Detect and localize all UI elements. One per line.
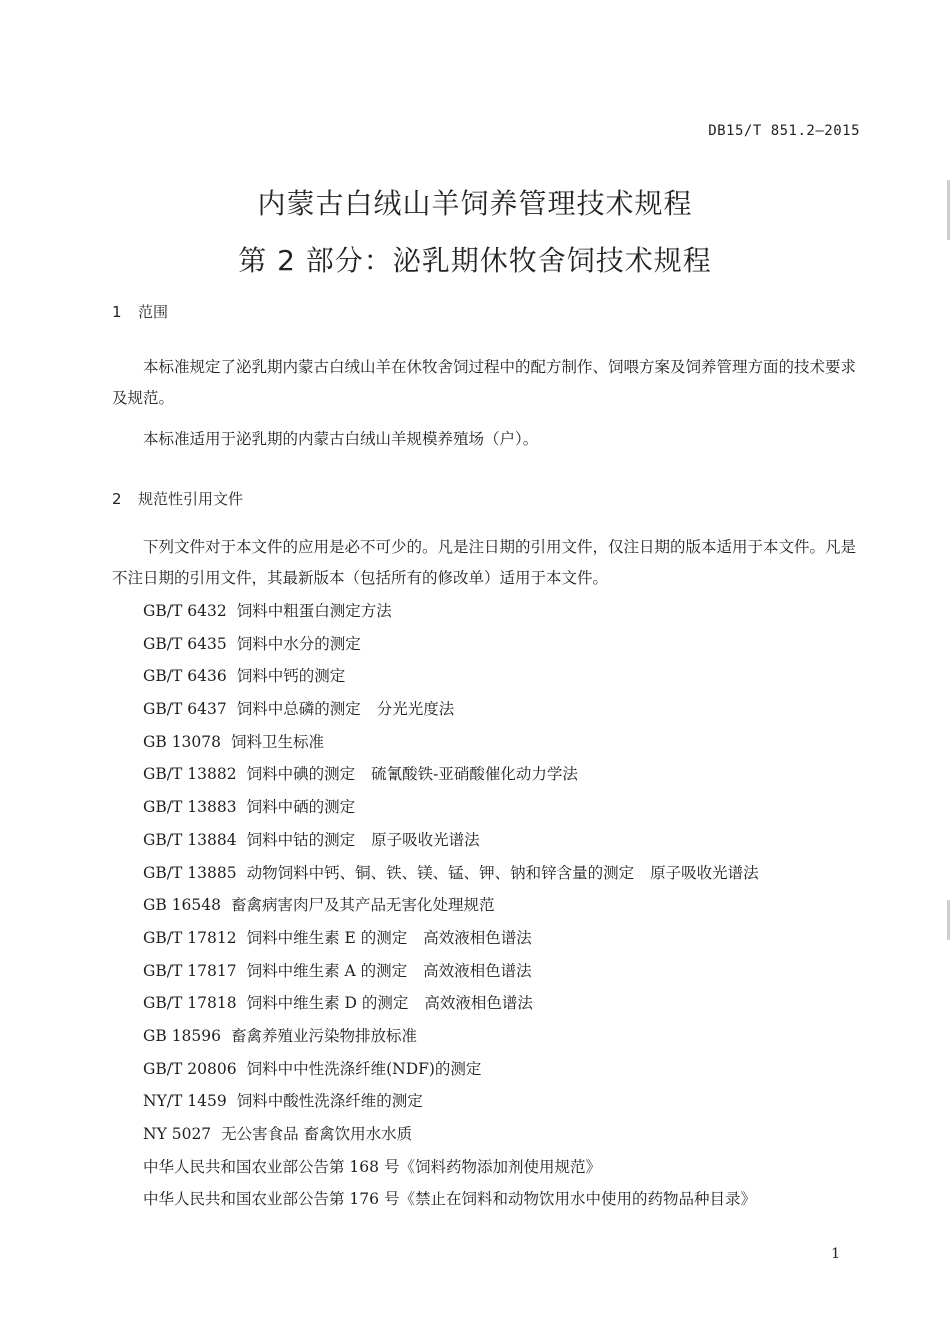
reference-code: GB/T 13885 <box>143 863 237 882</box>
scope-paragraph-2: 本标准适用于泌乳期的内蒙古白绒山羊规模养殖场（户）。 <box>143 430 539 448</box>
reference-code: GB/T 6432 <box>143 602 227 620</box>
reference-code: GB/T 13882 <box>143 765 237 784</box>
standard-code: DB15/T 851.2—2015 <box>708 123 860 139</box>
section-title: 规范性引用文件 <box>138 490 244 508</box>
reference-item <box>143 791 863 824</box>
reference-method: 高效液相色谱法 <box>424 994 533 1013</box>
reference-method: 硫氰酸铁-亚硝酸催化动力学法 <box>371 765 578 784</box>
reference-method: 分光光度法 <box>376 700 455 719</box>
reference-title: 饲料中硒的测定 <box>246 798 356 817</box>
reference-item <box>143 726 863 759</box>
reference-title: 动物饲料中钙、铜、铁、镁、锰、钾、钠和锌含量的测定 <box>246 863 635 882</box>
page-number: 1 <box>831 1246 840 1262</box>
reference-title: 饲料卫生标准 <box>231 732 325 751</box>
reference-title: 饲料中维生素 D 的测定 <box>246 994 409 1013</box>
reference-method: 原子吸收光谱法 <box>371 830 480 849</box>
reference-item <box>143 1053 863 1086</box>
reference-code: GB 18596 <box>143 1026 222 1045</box>
reference-item <box>143 1085 863 1118</box>
reference-title: 《禁止在饲料和动物饮用水中使用的药物品种目录》 <box>399 1190 756 1209</box>
reference-code: GB/T 13884 <box>143 830 237 849</box>
reference-title: 饲料中钴的测定 <box>246 830 356 849</box>
reference-code: GB/T 17817 <box>143 961 237 980</box>
reference-title: 饲料中维生素 A 的测定 <box>246 961 408 980</box>
reference-item <box>143 758 863 791</box>
reference-list <box>143 595 863 1216</box>
reference-code: NY 5027 <box>143 1125 212 1143</box>
reference-title: 饲料中总磷的测定 <box>236 700 361 719</box>
reference-item <box>143 660 863 693</box>
references-intro: 下列文件对于本文件的应用是必不可少的。凡是注日期的引用文件，仅注日期的版本适用于本文件。凡是不注日期的引用文件，其最新版本（包括所有的修改单）适用于本文件。 <box>112 538 857 587</box>
scope-paragraph-1: 本标准规定了泌乳期内蒙古白绒山羊在休牧舍饲过程中的配方制作、饲喂方案及饲养管理方面的技术要求及规范。 <box>112 358 857 407</box>
reference-item <box>143 824 863 857</box>
reference-title: 畜禽养殖业污染物排放标准 <box>231 1026 418 1045</box>
section-number: 2 <box>112 490 122 508</box>
reference-code: GB 16548 <box>143 896 222 915</box>
reference-code: NY/T 1459 <box>143 1092 227 1111</box>
reference-title: 饲料中粗蛋白测定方法 <box>236 602 392 620</box>
reference-item <box>143 693 863 726</box>
reference-item <box>143 1183 863 1216</box>
reference-title: 畜禽病害肉尸及其产品无害化处理规范 <box>231 896 495 915</box>
reference-title: 饲料中维生素 E 的测定 <box>246 928 408 947</box>
reference-code: GB/T 6435 <box>143 634 227 653</box>
reference-title: 饲料中中性洗涤纤维(NDF)的测定 <box>246 1059 482 1078</box>
reference-code: GB/T 17812 <box>143 928 237 947</box>
reference-code: GB/T 17818 <box>143 994 237 1013</box>
reference-item <box>143 922 863 955</box>
reference-code: GB/T 20806 <box>143 1059 237 1078</box>
document-title: 内蒙古白绒山羊饲养管理技术规程 <box>257 187 693 220</box>
reference-item <box>143 595 863 628</box>
reference-code: GB 13078 <box>143 732 222 751</box>
reference-item <box>143 1151 863 1184</box>
reference-item <box>143 987 863 1020</box>
reference-code: 中华人民共和国农业部公告第 176 号 <box>143 1190 400 1209</box>
reference-method: 高效液相色谱法 <box>423 928 532 947</box>
reference-item <box>143 628 863 661</box>
section-heading-references <box>112 488 243 509</box>
reference-title: 无公害食品 畜禽饮用水水质 <box>221 1125 413 1143</box>
reference-title: 饲料中碘的测定 <box>246 765 356 784</box>
reference-title: 《饲料药物添加剂使用规范》 <box>399 1157 601 1176</box>
reference-item <box>143 889 863 922</box>
reference-code: 中华人民共和国农业部公告第 168 号 <box>143 1157 400 1176</box>
reference-item <box>143 857 863 890</box>
reference-title: 饲料中酸性洗涤纤维的测定 <box>236 1092 423 1111</box>
section-number: 1 <box>112 303 122 321</box>
section-title: 范围 <box>138 303 169 321</box>
reference-title: 饲料中水分的测定 <box>236 634 361 653</box>
reference-title: 饲料中钙的测定 <box>236 667 346 686</box>
reference-code: GB/T 6437 <box>143 700 227 719</box>
reference-item <box>143 955 863 988</box>
reference-code: GB/T 13883 <box>143 798 237 817</box>
reference-method: 高效液相色谱法 <box>423 961 532 980</box>
reference-item <box>143 1020 863 1053</box>
reference-item <box>143 1118 863 1151</box>
document-subtitle: 第 2 部分：泌乳期休牧舍饲技术规程 <box>238 244 712 277</box>
reference-code: GB/T 6436 <box>143 667 227 686</box>
reference-method: 原子吸收光谱法 <box>650 863 759 882</box>
section-heading-scope <box>112 301 168 322</box>
